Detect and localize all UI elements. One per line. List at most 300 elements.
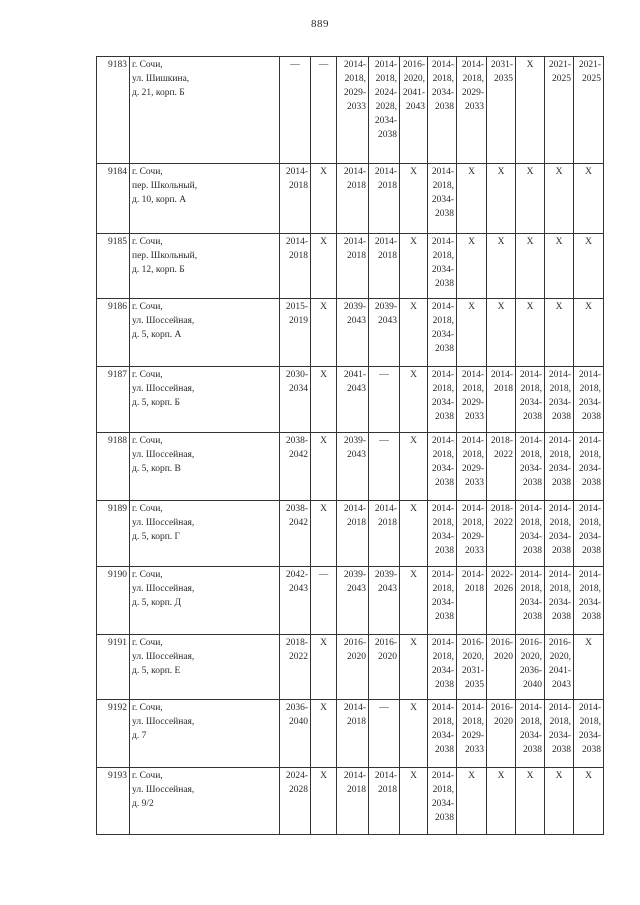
period-line: 2021-	[578, 60, 601, 70]
period-line: 2033	[465, 546, 484, 556]
period-line: 2014-	[578, 370, 601, 380]
period-line: X	[410, 302, 417, 312]
period-line: 2014-	[343, 167, 366, 177]
period-cell	[487, 501, 516, 567]
period-line: 2039-	[343, 302, 366, 312]
period-line: 2025	[552, 74, 571, 84]
period-line: 2014-	[431, 167, 454, 177]
address-line: д. 5, корп. Б	[132, 398, 181, 408]
address-line: пер. Школьный,	[132, 181, 198, 191]
period-line: 2016-	[461, 638, 484, 648]
period-cell	[545, 234, 574, 299]
period-cell	[337, 501, 369, 567]
period-cell	[337, 433, 369, 501]
period-line: 2034-	[578, 464, 601, 474]
period-line: 2038	[435, 344, 454, 354]
period-line: 2014-	[578, 703, 601, 713]
period-cell	[574, 768, 604, 835]
period-cell	[545, 57, 574, 164]
period-line: 2034-	[431, 598, 454, 608]
period-cell	[487, 433, 516, 501]
period-cell	[516, 299, 545, 367]
period-line: 2018	[378, 518, 397, 528]
period-line: 2018,	[579, 384, 601, 394]
address-line: ул. Шоссейная,	[132, 652, 195, 662]
period-line: 2014-	[431, 771, 454, 781]
period-cell	[545, 433, 574, 501]
period-line: X	[468, 237, 475, 247]
period-line: 2014-	[343, 504, 366, 514]
period-line: 2038-	[285, 436, 308, 446]
period-cell	[337, 234, 369, 299]
period-line: 2018,	[432, 316, 454, 326]
period-line: 2038	[552, 478, 571, 488]
address-line: д. 5, корп. А	[132, 330, 182, 340]
period-cell	[280, 700, 311, 768]
period-cell	[457, 367, 487, 433]
period-line: X	[526, 302, 534, 312]
period-cell	[516, 501, 545, 567]
period-line: X	[555, 237, 563, 247]
period-cell	[311, 635, 337, 700]
period-cell	[311, 299, 337, 367]
row-number: 9187	[97, 367, 130, 433]
period-line: 2016-	[343, 638, 366, 648]
period-line: 2018	[289, 181, 308, 191]
period-line: 2016-	[490, 638, 513, 648]
period-line: 2038	[523, 412, 542, 422]
period-line: 2018	[289, 251, 308, 261]
period-line: 2018-	[490, 436, 513, 446]
period-line: 2018,	[432, 652, 454, 662]
period-line: 2018	[465, 584, 484, 594]
period-line: 2014-	[461, 703, 484, 713]
period-line: 2036-	[285, 703, 308, 713]
period-cell	[545, 501, 574, 567]
period-cell	[400, 164, 428, 234]
period-line: 2018,	[432, 717, 454, 727]
period-line: 2020	[347, 652, 366, 662]
address-cell	[130, 57, 280, 164]
address-cell	[130, 299, 280, 367]
period-line: 2018	[494, 384, 513, 394]
period-line: X	[320, 302, 327, 312]
period-line: —	[318, 570, 329, 580]
period-cell	[516, 433, 545, 501]
period-line: 2029-	[461, 88, 484, 98]
period-line: 2038	[435, 209, 454, 219]
period-line: X	[320, 638, 327, 648]
period-line: 2042	[289, 450, 308, 460]
period-line: 2038	[435, 546, 454, 556]
period-line: 2034-	[519, 398, 542, 408]
address-line: г. Сочи,	[132, 771, 163, 781]
period-cell	[428, 57, 457, 164]
period-line: 2014-	[578, 436, 601, 446]
address-line: ул. Шоссейная,	[132, 785, 195, 795]
address-line: пер. Школьный,	[132, 251, 198, 261]
period-line: 2014-	[431, 370, 454, 380]
period-line: 2034-	[431, 265, 454, 275]
address-line: г. Сочи,	[132, 504, 163, 514]
period-line: 2038	[435, 612, 454, 622]
period-line: 2014-	[374, 237, 397, 247]
address-cell	[130, 234, 280, 299]
period-cell	[516, 164, 545, 234]
table-row	[97, 501, 604, 567]
period-line: 2016-	[548, 638, 571, 648]
schedule-table	[96, 56, 604, 835]
period-line: 2034-	[431, 195, 454, 205]
address-line: ул. Шоссейная,	[132, 450, 195, 460]
period-line: X	[410, 703, 417, 713]
period-cell	[280, 234, 311, 299]
period-cell	[428, 567, 457, 635]
period-cell	[545, 635, 574, 700]
period-line: 2038	[582, 612, 601, 622]
period-cell	[457, 299, 487, 367]
period-cell	[516, 768, 545, 835]
period-cell	[311, 367, 337, 433]
address-line: г. Сочи,	[132, 302, 163, 312]
address-line: ул. Шоссейная,	[132, 384, 195, 394]
period-cell	[574, 367, 604, 433]
period-cell	[574, 567, 604, 635]
period-line: 2020,	[520, 652, 542, 662]
period-line: 2018	[347, 251, 366, 261]
period-line: 2040	[289, 717, 308, 727]
period-cell	[457, 768, 487, 835]
period-cell	[574, 299, 604, 367]
period-line: 2029-	[461, 398, 484, 408]
row-number: 9188	[97, 433, 130, 501]
period-line: 2018	[378, 785, 397, 795]
row-number: 9189	[97, 501, 130, 567]
period-line: 2014-	[461, 570, 484, 580]
period-line: 2038	[582, 745, 601, 755]
period-line: X	[320, 370, 327, 380]
period-line: 2018,	[579, 518, 601, 528]
period-line: 2018,	[432, 181, 454, 191]
period-cell	[574, 635, 604, 700]
period-line: 2039-	[343, 436, 366, 446]
period-line: 2014-	[461, 436, 484, 446]
period-cell	[545, 164, 574, 234]
period-line: 2024-	[374, 88, 397, 98]
period-line: 2022-	[490, 570, 513, 580]
period-line: 2018	[347, 717, 366, 727]
address-line: г. Сочи,	[132, 60, 163, 70]
period-line: 2018,	[462, 384, 484, 394]
address-line: ул. Шишкина,	[132, 74, 190, 84]
address-cell	[130, 433, 280, 501]
period-cell	[487, 635, 516, 700]
period-line: X	[410, 167, 417, 177]
period-line: 2039-	[343, 570, 366, 580]
period-line: 2018,	[549, 584, 571, 594]
period-line: 2039-	[374, 570, 397, 580]
period-cell	[516, 635, 545, 700]
period-line: 2038	[435, 279, 454, 289]
period-line: 2014-	[431, 703, 454, 713]
period-line: 2014-	[578, 570, 601, 580]
period-cell	[400, 57, 428, 164]
period-line: 2038	[523, 478, 542, 488]
period-cell	[428, 367, 457, 433]
table-body	[97, 57, 604, 835]
period-line: 2014-	[578, 504, 601, 514]
address-cell	[130, 768, 280, 835]
period-cell	[457, 57, 487, 164]
address-line: ул. Шоссейная,	[132, 316, 195, 326]
period-cell	[280, 501, 311, 567]
period-cell	[457, 635, 487, 700]
period-line: 2020,	[462, 652, 484, 662]
table-row	[97, 433, 604, 501]
period-line: X	[320, 771, 327, 781]
address-line: д. 12, корп. Б	[132, 265, 185, 275]
period-cell	[369, 299, 400, 367]
period-line: 2018,	[549, 717, 571, 727]
period-cell	[369, 57, 400, 164]
address-line: ул. Шоссейная,	[132, 518, 195, 528]
period-cell	[457, 700, 487, 768]
period-cell	[400, 768, 428, 835]
period-line: 2018,	[432, 518, 454, 528]
period-line: 2026	[494, 584, 513, 594]
period-line: 2014-	[431, 570, 454, 580]
period-line: 2038	[582, 546, 601, 556]
period-line: 2020	[378, 652, 397, 662]
address-cell	[130, 367, 280, 433]
period-line: 2038	[523, 546, 542, 556]
period-line: 2029-	[343, 88, 366, 98]
period-line: X	[555, 771, 563, 781]
period-line: 2014-	[548, 570, 571, 580]
period-cell	[280, 768, 311, 835]
period-line: 2014-	[548, 370, 571, 380]
period-line: X	[585, 167, 592, 177]
period-line: 2018,	[520, 384, 542, 394]
period-line: 2038	[552, 612, 571, 622]
period-line: 2014-	[374, 771, 397, 781]
period-line: 2018-	[285, 638, 308, 648]
period-cell	[545, 567, 574, 635]
period-cell	[280, 164, 311, 234]
period-cell	[400, 700, 428, 768]
period-line: 2029-	[461, 532, 484, 542]
period-cell	[487, 299, 516, 367]
period-line: 2014-	[374, 504, 397, 514]
period-line: 2038	[435, 412, 454, 422]
period-line: 2033	[465, 102, 484, 112]
period-line: 2024-	[285, 771, 308, 781]
period-cell	[487, 164, 516, 234]
period-line: 2018,	[432, 251, 454, 261]
period-line: 2038	[523, 612, 542, 622]
period-line: X	[410, 436, 417, 446]
period-line: X	[497, 237, 505, 247]
table-row	[97, 367, 604, 433]
period-line: 2034-	[431, 398, 454, 408]
period-cell	[369, 567, 400, 635]
period-cell	[487, 567, 516, 635]
period-cell	[311, 700, 337, 768]
period-line: 2014-	[548, 436, 571, 446]
period-cell	[337, 57, 369, 164]
address-line: г. Сочи,	[132, 638, 163, 648]
period-line: 2034-	[431, 666, 454, 676]
period-cell	[574, 234, 604, 299]
period-cell	[574, 57, 604, 164]
period-cell	[280, 299, 311, 367]
period-line: 2018,	[432, 785, 454, 795]
period-line: X	[585, 237, 592, 247]
period-line: 2028	[289, 785, 308, 795]
period-cell	[487, 768, 516, 835]
period-cell	[400, 567, 428, 635]
period-line: 2019	[289, 316, 308, 326]
period-cell	[400, 433, 428, 501]
period-line: X	[585, 771, 592, 781]
period-line: 2018,	[549, 450, 571, 460]
period-cell	[311, 57, 337, 164]
period-line: 2034-	[431, 88, 454, 98]
period-line: 2018,	[549, 384, 571, 394]
period-line: X	[410, 638, 417, 648]
period-line: 2018,	[344, 74, 366, 84]
period-line: 2034-	[548, 532, 571, 542]
table-row	[97, 299, 604, 367]
period-line: 2016-	[402, 60, 425, 70]
period-cell	[574, 433, 604, 501]
period-cell	[457, 501, 487, 567]
address-line: д. 9/2	[132, 799, 154, 809]
period-line: 2014-	[431, 237, 454, 247]
period-line: 2014-	[519, 504, 542, 514]
period-line: X	[410, 504, 417, 514]
period-cell	[487, 367, 516, 433]
period-cell	[428, 501, 457, 567]
period-line: 2029-	[461, 731, 484, 741]
period-cell	[337, 700, 369, 768]
period-line: 2015-	[285, 302, 308, 312]
period-line: 2020,	[549, 652, 571, 662]
period-cell	[428, 164, 457, 234]
period-line: 2034-	[431, 799, 454, 809]
period-line: 2029-	[461, 464, 484, 474]
period-line: X	[468, 302, 475, 312]
address-line: ул. Шоссейная,	[132, 584, 195, 594]
address-line: г. Сочи,	[132, 703, 163, 713]
period-line: 2031-	[461, 666, 484, 676]
period-line: 2014-	[343, 60, 366, 70]
period-line: 2014-	[519, 370, 542, 380]
period-line: 2021-	[548, 60, 571, 70]
period-line: 2034-	[519, 598, 542, 608]
period-line: 2038	[378, 130, 397, 140]
address-line: д. 5, корп. Е	[132, 666, 181, 676]
period-line: 2043	[406, 102, 425, 112]
period-line: 2033	[465, 478, 484, 488]
row-number: 9192	[97, 700, 130, 768]
period-line: 2041-	[402, 88, 425, 98]
period-cell	[400, 367, 428, 433]
period-line: 2014-	[431, 638, 454, 648]
period-line: 2031-	[490, 60, 513, 70]
period-line: 2014-	[343, 237, 366, 247]
period-line: 2034-	[578, 398, 601, 408]
period-line: 2014-	[461, 370, 484, 380]
period-line: X	[320, 703, 327, 713]
address-line: д. 5, корп. Г	[132, 532, 181, 542]
period-line: 2043	[378, 584, 397, 594]
period-line: 2016-	[490, 703, 513, 713]
period-cell	[428, 635, 457, 700]
period-cell	[311, 768, 337, 835]
period-line: 2018,	[375, 74, 397, 84]
period-line: 2034-	[578, 598, 601, 608]
period-line: —	[379, 436, 389, 446]
period-line: 2016-	[374, 638, 397, 648]
period-line: 2014-	[343, 703, 366, 713]
period-line: 2033	[347, 102, 366, 112]
period-line: 2041-	[548, 666, 571, 676]
period-cell	[428, 234, 457, 299]
period-cell	[457, 433, 487, 501]
period-cell	[369, 433, 400, 501]
period-line: 2014-	[519, 436, 542, 446]
period-line: X	[497, 302, 505, 312]
period-line: 2014-	[431, 436, 454, 446]
period-line: 2038	[435, 813, 454, 823]
period-line: 2018,	[520, 584, 542, 594]
row-number: 9185	[97, 234, 130, 299]
period-cell	[369, 367, 400, 433]
period-line: 2018,	[462, 518, 484, 528]
period-line: 2014-	[519, 703, 542, 713]
period-line: 2034-	[431, 731, 454, 741]
period-cell	[516, 367, 545, 433]
period-line: X	[320, 167, 327, 177]
period-cell	[545, 700, 574, 768]
period-line: 2022	[289, 652, 308, 662]
period-cell	[280, 635, 311, 700]
period-line: 2033	[465, 745, 484, 755]
period-line: 2042-	[285, 570, 308, 580]
period-line: 2018,	[549, 518, 571, 528]
period-cell	[337, 768, 369, 835]
period-line: 2018	[347, 518, 366, 528]
period-line: 2018,	[462, 74, 484, 84]
period-line: X	[555, 167, 563, 177]
period-cell	[428, 700, 457, 768]
period-line: 2043	[289, 584, 308, 594]
address-line: г. Сочи,	[132, 167, 163, 177]
period-cell	[369, 164, 400, 234]
period-line: 2018,	[579, 450, 601, 460]
period-cell	[457, 567, 487, 635]
period-line: 2014-	[431, 60, 454, 70]
period-line: X	[526, 167, 534, 177]
table-row	[97, 768, 604, 835]
row-number: 9184	[97, 164, 130, 234]
period-line: 2034-	[431, 532, 454, 542]
period-cell	[311, 234, 337, 299]
address-line: д. 21, корп. Б	[132, 88, 185, 98]
period-line: 2043	[347, 450, 366, 460]
period-cell	[369, 700, 400, 768]
